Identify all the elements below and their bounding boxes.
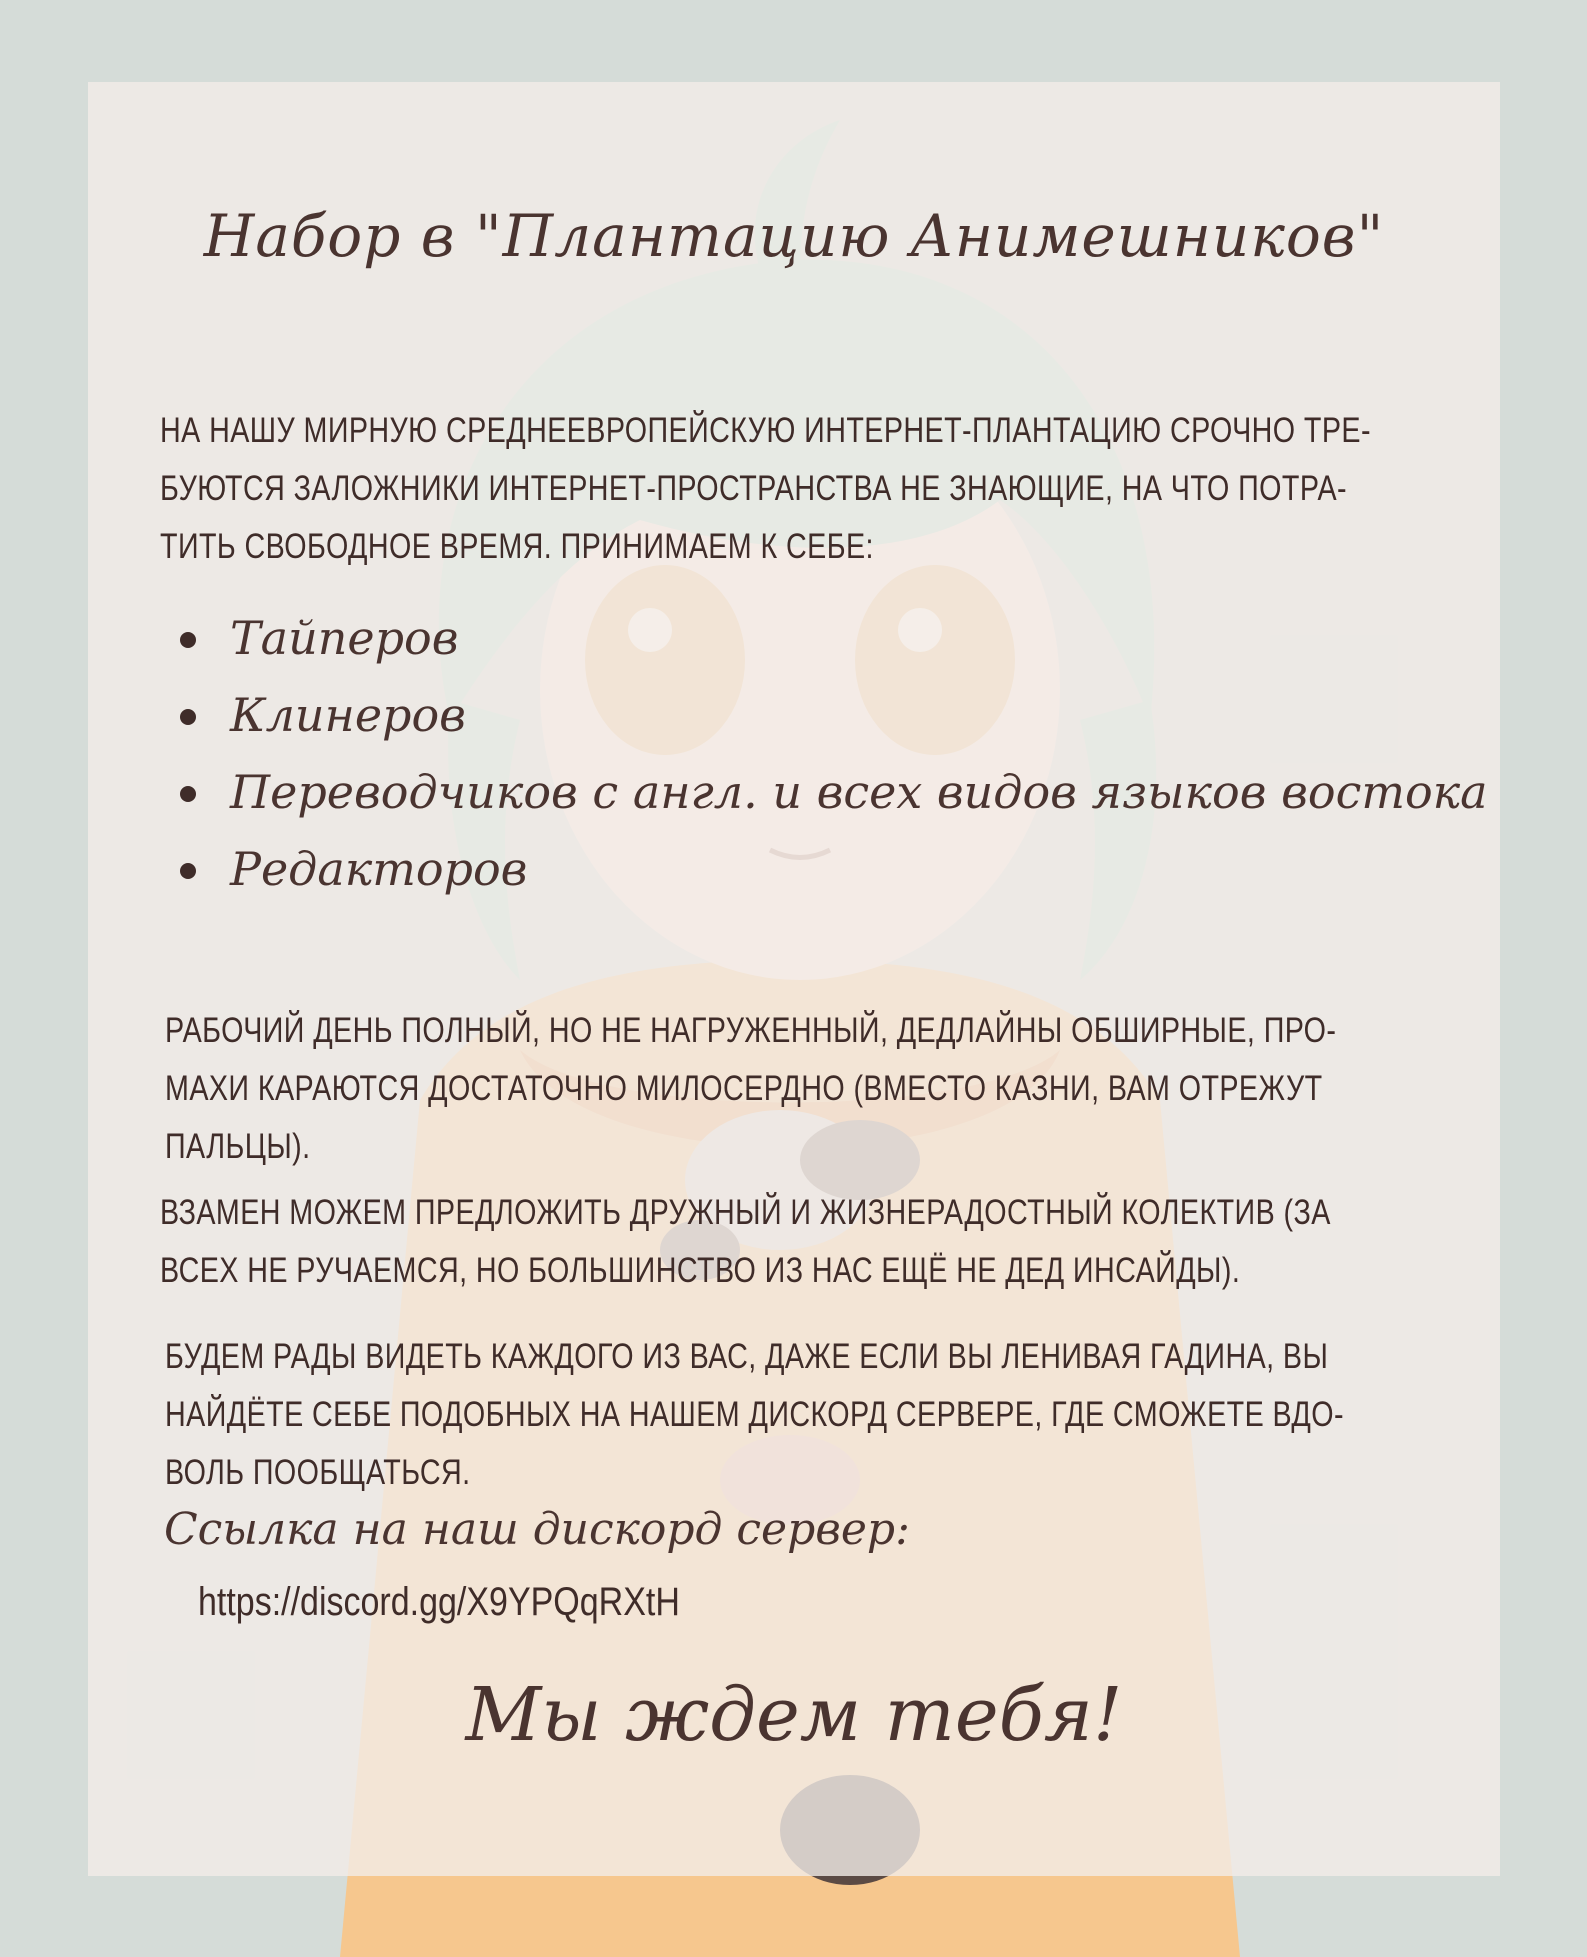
- role-item: [180, 600, 1488, 677]
- role-label: Клинеров: [230, 688, 466, 742]
- intro-paragraph: [160, 402, 1464, 576]
- welcome-line: БУДЕМ РАДЫ ВИДЕТЬ КАЖДОГО ИЗ ВАС, ДАЖЕ ЕСЛИ ВЫ ЛЕНИВАЯ ГАДИНА, ВЫ: [165, 1337, 1329, 1376]
- bullet-icon: [180, 863, 196, 879]
- intro-line: БУЮТСЯ ЗАЛОЖНИКИ ИНТЕРНЕТ-ПРОСТРАНСТВА НЕ ЗНАЮЩИЕ, НА ЧТО ПОТРА-: [160, 469, 1347, 508]
- offer-line: ВСЕХ НЕ РУЧАЕМСЯ, НО БОЛЬШИНСТВО ИЗ НАС ЕЩЁ НЕ ДЕД ИНСАЙДЫ).: [160, 1251, 1241, 1290]
- workday-line: ПАЛЬЦЫ).: [165, 1127, 311, 1166]
- role-label: Переводчиков с англ. и всех видов языков востока: [230, 765, 1488, 819]
- role-item: [180, 831, 1488, 908]
- intro-line: НА НАШУ МИРНУЮ СРЕДНЕЕВРОПЕЙСКУЮ ИНТЕРНЕТ-ПЛАНТАЦИЮ СРОЧНО ТРЕ-: [160, 411, 1371, 450]
- workday-paragraph: [165, 1002, 1469, 1176]
- welcome-line: НАЙДЁТЕ СЕБЕ ПОДОБНЫХ НА НАШЕМ ДИСКОРД СЕРВЕРЕ, ГДЕ СМОЖЕТЕ ВДО-: [165, 1395, 1344, 1434]
- bullet-icon: [180, 709, 196, 725]
- intro-line: ТИТЬ СВОБОДНОЕ ВРЕМЯ. ПРИНИМАЕМ К СЕБЕ:: [160, 527, 874, 566]
- offer-line: ВЗАМЕН МОЖЕМ ПРЕДЛОЖИТЬ ДРУЖНЫЙ И ЖИЗНЕРАДОСТНЫЙ КОЛЕКТИВ (ЗА: [160, 1193, 1331, 1232]
- poster-card: [88, 82, 1500, 1876]
- roles-list: [180, 600, 1488, 908]
- role-item: [180, 677, 1488, 754]
- bullet-icon: [180, 632, 196, 648]
- bullet-icon: [180, 786, 196, 802]
- welcome-line: ВОЛЬ ПООБЩАТЬСЯ.: [165, 1453, 471, 1492]
- discord-link-label: Ссылка на наш дискорд сервер:: [164, 1504, 910, 1555]
- role-item: [180, 754, 1488, 831]
- welcome-paragraph: [165, 1328, 1469, 1502]
- poster-title: Набор в "Плантацию Анимешников": [203, 202, 1385, 270]
- closing-slogan: Мы ждем тебя!: [465, 1672, 1123, 1758]
- workday-line: МАХИ КАРАЮТСЯ ДОСТАТОЧНО МИЛОСЕРДНО (ВМЕСТО КАЗНИ, ВАМ ОТРЕЖУТ: [165, 1069, 1323, 1108]
- role-label: Тайперов: [230, 611, 459, 665]
- role-label: Редакторов: [230, 842, 528, 896]
- offer-paragraph: [160, 1184, 1464, 1300]
- workday-line: РАБОЧИЙ ДЕНЬ ПОЛНЫЙ, НО НЕ НАГРУЖЕННЫЙ, ДЕДЛАЙНЫ ОБШИРНЫЕ, ПРО-: [165, 1011, 1337, 1050]
- discord-link[interactable]: https://discord.gg/X9YPQqRXtH: [198, 1580, 680, 1624]
